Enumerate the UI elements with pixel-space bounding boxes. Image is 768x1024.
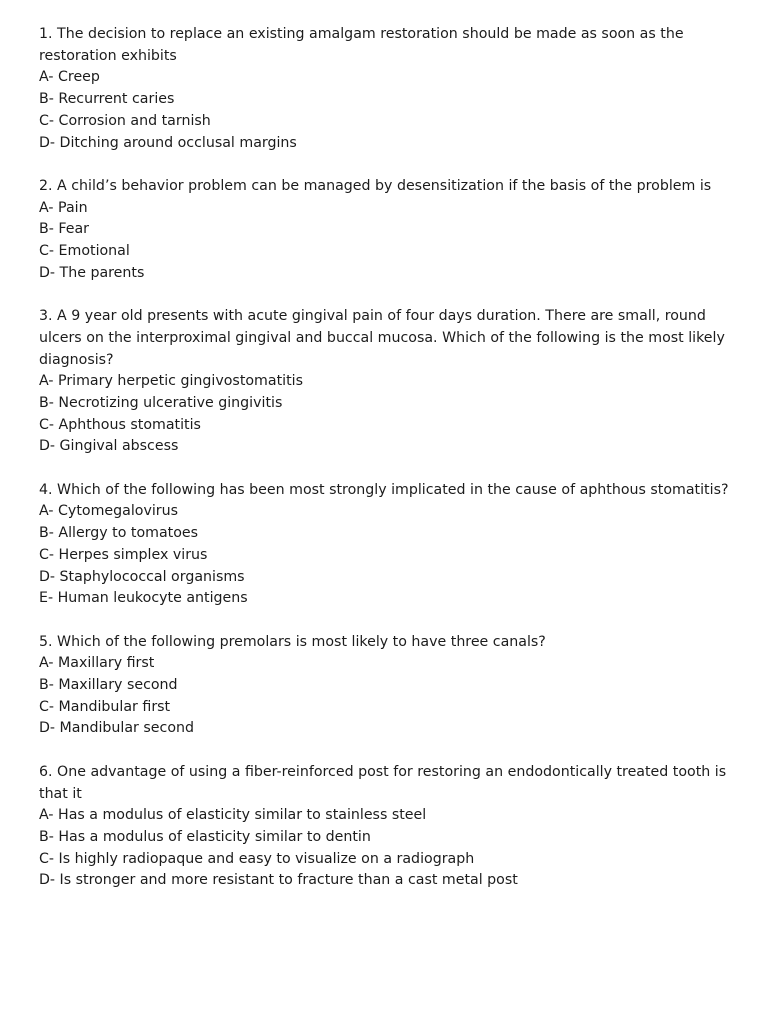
answer-option-c: C- Aphthous stomatitis (39, 416, 201, 433)
answer-option-d: D- Gingival abscess (39, 438, 179, 455)
document-page (39, 24, 739, 914)
question-3 (39, 306, 739, 458)
answer-option-e: E- Human leukocyte antigens (39, 590, 248, 607)
question-4 (39, 480, 739, 610)
answer-option-d: D- Is stronger and more resistant to fracture than a cast metal post (39, 872, 518, 889)
answer-option-c: C- Corrosion and tarnish (39, 112, 211, 129)
answer-option-b: B- Necrotizing ulcerative gingivitis (39, 394, 283, 411)
answer-option-b: B- Has a modulus of elasticity similar to dentin (39, 828, 371, 845)
answer-option-b: B- Allergy to tomatoes (39, 525, 199, 542)
answer-option-a: A- Has a modulus of elasticity similar to stainless steel (39, 807, 427, 824)
answer-option-c: C- Mandibular first (39, 698, 171, 715)
answer-option-a: A- Cytomegalovirus (39, 503, 178, 520)
answer-option-d: D- Mandibular second (39, 720, 195, 737)
answer-option-b: B- Maxillary second (39, 677, 178, 694)
answer-option-d: D- Ditching around occlusal margins (39, 134, 297, 151)
answer-option-a: A- Maxillary first (39, 655, 155, 672)
answer-option-d: D- Staphylococcal organisms (39, 568, 245, 585)
question-1 (39, 24, 739, 154)
answer-option-a: A- Primary herpetic gingivostomatitis (39, 373, 303, 390)
answer-option-a: A- Creep (39, 69, 100, 86)
question-stem: 6. One advantage of using a fiber-reinforced post for restoring an endodontically treated tooth is that it (39, 763, 731, 802)
question-5 (39, 632, 739, 741)
question-6 (39, 762, 739, 892)
question-stem: 3. A 9 year old presents with acute gingival pain of four days duration. There are small, round ulcers on the interproximal gingival and buccal mucosa. Which of the following is the most likely diagnosis? (39, 308, 730, 368)
question-stem: 5. Which of the following premolars is most likely to have three canals? (39, 633, 546, 650)
question-stem: 4. Which of the following has been most strongly implicated in the cause of aphthous stomatitis? (39, 481, 729, 498)
answer-option-a: A- Pain (39, 199, 88, 216)
answer-option-d: D- The parents (39, 264, 145, 281)
answer-option-b: B- Recurrent caries (39, 91, 175, 108)
answer-option-c: C- Emotional (39, 243, 130, 260)
answer-option-c: C- Herpes simplex virus (39, 546, 208, 563)
answer-option-c: C- Is highly radiopaque and easy to visualize on a radiograph (39, 850, 475, 867)
answer-option-b: B- Fear (39, 221, 90, 238)
question-stem: 2. A child’s behavior problem can be managed by desensitization if the basis of the problem is (39, 177, 712, 194)
question-2 (39, 176, 739, 285)
question-stem: 1. The decision to replace an existing amalgam restoration should be made as soon as the restoration exhibits (39, 26, 689, 64)
